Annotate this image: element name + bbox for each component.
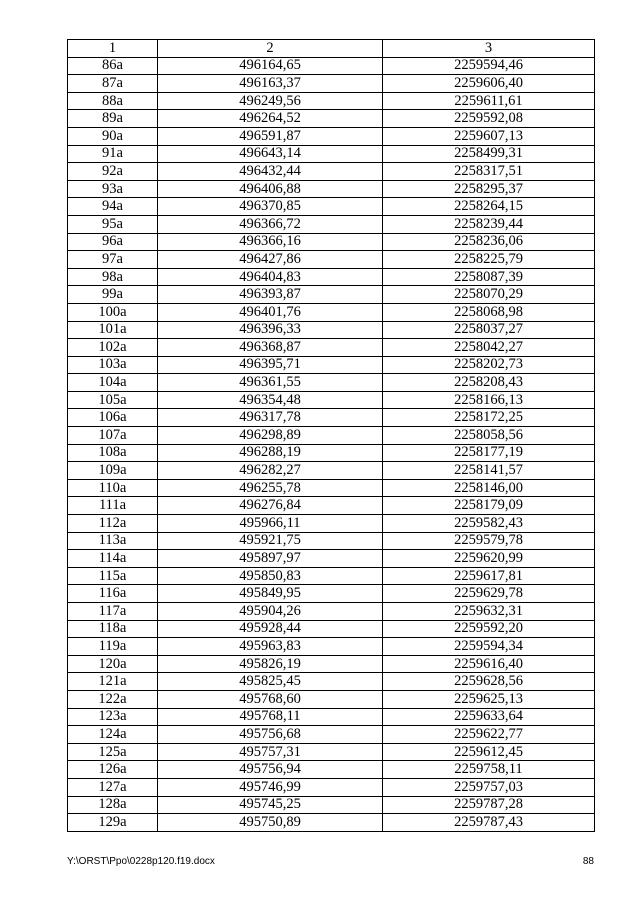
y-coordinate-cell: 2259757,03	[383, 778, 595, 796]
x-coordinate-cell: 496264,52	[158, 110, 383, 128]
y-coordinate-cell: 2259607,13	[383, 127, 595, 145]
x-coordinate-cell: 496163,37	[158, 75, 383, 93]
x-coordinate-cell: 495745,25	[158, 796, 383, 814]
y-coordinate-cell: 2259758,11	[383, 761, 595, 779]
x-coordinate-cell: 496370,85	[158, 198, 383, 216]
coordinates-table	[67, 39, 595, 832]
x-coordinate-cell: 495768,60	[158, 690, 383, 708]
x-coordinate-cell: 496591,87	[158, 127, 383, 145]
x-coordinate-cell: 496396,33	[158, 321, 383, 339]
point-number-cell: 109а	[68, 462, 158, 480]
x-coordinate-cell: 496354,48	[158, 391, 383, 409]
point-number-cell: 100а	[68, 303, 158, 321]
y-coordinate-cell: 2259592,20	[383, 620, 595, 638]
y-coordinate-cell: 2258146,00	[383, 479, 595, 497]
table-row	[68, 180, 595, 198]
point-number-cell: 123а	[68, 708, 158, 726]
table-row	[68, 726, 595, 744]
y-coordinate-cell: 2259632,31	[383, 603, 595, 621]
point-number-cell: 124а	[68, 726, 158, 744]
table-row	[68, 585, 595, 603]
y-coordinate-cell: 2258179,09	[383, 497, 595, 515]
point-number-cell: 119а	[68, 638, 158, 656]
point-number-cell: 91а	[68, 145, 158, 163]
table-header-row	[68, 40, 595, 58]
x-coordinate-cell: 495826,19	[158, 655, 383, 673]
point-number-cell: 95а	[68, 215, 158, 233]
table-row	[68, 532, 595, 550]
y-coordinate-cell: 2258037,27	[383, 321, 595, 339]
footer-page-number: 88	[582, 856, 594, 867]
y-coordinate-cell: 2258166,13	[383, 391, 595, 409]
x-coordinate-cell: 496643,14	[158, 145, 383, 163]
y-coordinate-cell: 2258177,19	[383, 444, 595, 462]
table-row	[68, 339, 595, 357]
point-number-cell: 113а	[68, 532, 158, 550]
x-coordinate-cell: 496404,83	[158, 268, 383, 286]
table-row	[68, 198, 595, 216]
point-number-cell: 117а	[68, 603, 158, 621]
point-number-cell: 87а	[68, 75, 158, 93]
table-row	[68, 796, 595, 814]
point-number-cell: 93а	[68, 180, 158, 198]
table-row	[68, 251, 595, 269]
point-number-cell: 116а	[68, 585, 158, 603]
x-coordinate-cell: 496164,65	[158, 57, 383, 75]
table-row	[68, 567, 595, 585]
table-row	[68, 233, 595, 251]
table-row	[68, 145, 595, 163]
table-row	[68, 75, 595, 93]
x-coordinate-cell: 496368,87	[158, 339, 383, 357]
table-row	[68, 374, 595, 392]
y-coordinate-cell: 2259617,81	[383, 567, 595, 585]
x-coordinate-cell: 495825,45	[158, 673, 383, 691]
point-number-cell: 107а	[68, 427, 158, 445]
table-row	[68, 690, 595, 708]
y-coordinate-cell: 2258141,57	[383, 462, 595, 480]
y-coordinate-cell: 2259620,99	[383, 550, 595, 568]
table-row	[68, 268, 595, 286]
x-coordinate-cell: 495750,89	[158, 814, 383, 832]
y-coordinate-cell: 2258202,73	[383, 356, 595, 374]
y-coordinate-cell: 2259633,64	[383, 708, 595, 726]
point-number-cell: 127а	[68, 778, 158, 796]
point-number-cell: 111а	[68, 497, 158, 515]
x-coordinate-cell: 496427,86	[158, 251, 383, 269]
y-coordinate-cell: 2259629,78	[383, 585, 595, 603]
table-row	[68, 638, 595, 656]
x-coordinate-cell: 496393,87	[158, 286, 383, 304]
y-coordinate-cell: 2259628,56	[383, 673, 595, 691]
y-coordinate-cell: 2258068,98	[383, 303, 595, 321]
x-coordinate-cell: 496395,71	[158, 356, 383, 374]
table-row	[68, 497, 595, 515]
table-row	[68, 550, 595, 568]
x-coordinate-cell: 496432,44	[158, 163, 383, 181]
x-coordinate-cell: 495963,83	[158, 638, 383, 656]
y-coordinate-cell: 2259612,45	[383, 743, 595, 761]
y-coordinate-cell: 2259611,61	[383, 92, 595, 110]
x-coordinate-cell: 496288,19	[158, 444, 383, 462]
x-coordinate-cell: 496317,78	[158, 409, 383, 427]
table-row	[68, 761, 595, 779]
y-coordinate-cell: 2258264,15	[383, 198, 595, 216]
x-coordinate-cell: 496249,56	[158, 92, 383, 110]
y-coordinate-cell: 2259625,13	[383, 690, 595, 708]
point-number-cell: 99а	[68, 286, 158, 304]
table-row	[68, 409, 595, 427]
point-number-cell: 94а	[68, 198, 158, 216]
point-number-cell: 121а	[68, 673, 158, 691]
x-coordinate-cell: 496361,55	[158, 374, 383, 392]
y-coordinate-cell: 2259787,43	[383, 814, 595, 832]
footer-file-path: Y:\ORST\Ppo\0228p120.f19.docx	[67, 856, 215, 867]
table-row	[68, 303, 595, 321]
y-coordinate-cell: 2258058,56	[383, 427, 595, 445]
point-number-cell: 126а	[68, 761, 158, 779]
point-number-cell: 104а	[68, 374, 158, 392]
table-row	[68, 215, 595, 233]
y-coordinate-cell: 2258317,51	[383, 163, 595, 181]
x-coordinate-cell: 495756,68	[158, 726, 383, 744]
table-row	[68, 427, 595, 445]
point-number-cell: 129а	[68, 814, 158, 832]
y-coordinate-cell: 2258499,31	[383, 145, 595, 163]
x-coordinate-cell: 495966,11	[158, 515, 383, 533]
x-coordinate-cell: 495921,75	[158, 532, 383, 550]
table-row	[68, 444, 595, 462]
point-number-cell: 118а	[68, 620, 158, 638]
y-coordinate-cell: 2258239,44	[383, 215, 595, 233]
y-coordinate-cell: 2258236,06	[383, 233, 595, 251]
table-row	[68, 814, 595, 832]
table-row	[68, 673, 595, 691]
x-coordinate-cell: 495904,26	[158, 603, 383, 621]
table-row	[68, 462, 595, 480]
table-row	[68, 743, 595, 761]
y-coordinate-cell: 2258208,43	[383, 374, 595, 392]
table-row	[68, 321, 595, 339]
point-number-cell: 101а	[68, 321, 158, 339]
point-number-cell: 115а	[68, 567, 158, 585]
table-row	[68, 391, 595, 409]
x-coordinate-cell: 495850,83	[158, 567, 383, 585]
table-row	[68, 163, 595, 181]
table-body	[68, 57, 595, 831]
x-coordinate-cell: 496366,72	[158, 215, 383, 233]
column-header-3: 3	[383, 40, 595, 58]
point-number-cell: 110а	[68, 479, 158, 497]
table-row	[68, 356, 595, 374]
x-coordinate-cell: 495897,97	[158, 550, 383, 568]
point-number-cell: 106а	[68, 409, 158, 427]
point-number-cell: 89а	[68, 110, 158, 128]
y-coordinate-cell: 2258087,39	[383, 268, 595, 286]
y-coordinate-cell: 2259622,77	[383, 726, 595, 744]
table-row	[68, 110, 595, 128]
x-coordinate-cell: 496366,16	[158, 233, 383, 251]
y-coordinate-cell: 2259787,28	[383, 796, 595, 814]
table-row	[68, 127, 595, 145]
y-coordinate-cell: 2259594,34	[383, 638, 595, 656]
table-row	[68, 603, 595, 621]
table-row	[68, 620, 595, 638]
table-row	[68, 479, 595, 497]
y-coordinate-cell: 2259616,40	[383, 655, 595, 673]
point-number-cell: 98а	[68, 268, 158, 286]
column-header-1: 1	[68, 40, 158, 58]
point-number-cell: 120а	[68, 655, 158, 673]
point-number-cell: 102а	[68, 339, 158, 357]
x-coordinate-cell: 496276,84	[158, 497, 383, 515]
point-number-cell: 128а	[68, 796, 158, 814]
x-coordinate-cell: 495756,94	[158, 761, 383, 779]
point-number-cell: 114а	[68, 550, 158, 568]
x-coordinate-cell: 496298,89	[158, 427, 383, 445]
x-coordinate-cell: 496406,88	[158, 180, 383, 198]
point-number-cell: 96а	[68, 233, 158, 251]
x-coordinate-cell: 495768,11	[158, 708, 383, 726]
x-coordinate-cell: 496282,27	[158, 462, 383, 480]
y-coordinate-cell: 2259594,46	[383, 57, 595, 75]
point-number-cell: 86а	[68, 57, 158, 75]
x-coordinate-cell: 496255,78	[158, 479, 383, 497]
table-row	[68, 778, 595, 796]
point-number-cell: 97а	[68, 251, 158, 269]
y-coordinate-cell: 2258225,79	[383, 251, 595, 269]
point-number-cell: 90а	[68, 127, 158, 145]
y-coordinate-cell: 2259606,40	[383, 75, 595, 93]
y-coordinate-cell: 2259582,43	[383, 515, 595, 533]
y-coordinate-cell: 2258172,25	[383, 409, 595, 427]
table-row	[68, 92, 595, 110]
table-row	[68, 708, 595, 726]
y-coordinate-cell: 2258070,29	[383, 286, 595, 304]
table-row	[68, 515, 595, 533]
point-number-cell: 125а	[68, 743, 158, 761]
x-coordinate-cell: 495757,31	[158, 743, 383, 761]
point-number-cell: 108а	[68, 444, 158, 462]
point-number-cell: 112а	[68, 515, 158, 533]
point-number-cell: 92а	[68, 163, 158, 181]
point-number-cell: 88а	[68, 92, 158, 110]
x-coordinate-cell: 495928,44	[158, 620, 383, 638]
y-coordinate-cell: 2259592,08	[383, 110, 595, 128]
table-row	[68, 655, 595, 673]
point-number-cell: 103а	[68, 356, 158, 374]
point-number-cell: 105а	[68, 391, 158, 409]
point-number-cell: 122а	[68, 690, 158, 708]
x-coordinate-cell: 495849,95	[158, 585, 383, 603]
x-coordinate-cell: 495746,99	[158, 778, 383, 796]
x-coordinate-cell: 496401,76	[158, 303, 383, 321]
y-coordinate-cell: 2258042,27	[383, 339, 595, 357]
column-header-2: 2	[158, 40, 383, 58]
table-row	[68, 57, 595, 75]
y-coordinate-cell: 2259579,78	[383, 532, 595, 550]
table-row	[68, 286, 595, 304]
y-coordinate-cell: 2258295,37	[383, 180, 595, 198]
